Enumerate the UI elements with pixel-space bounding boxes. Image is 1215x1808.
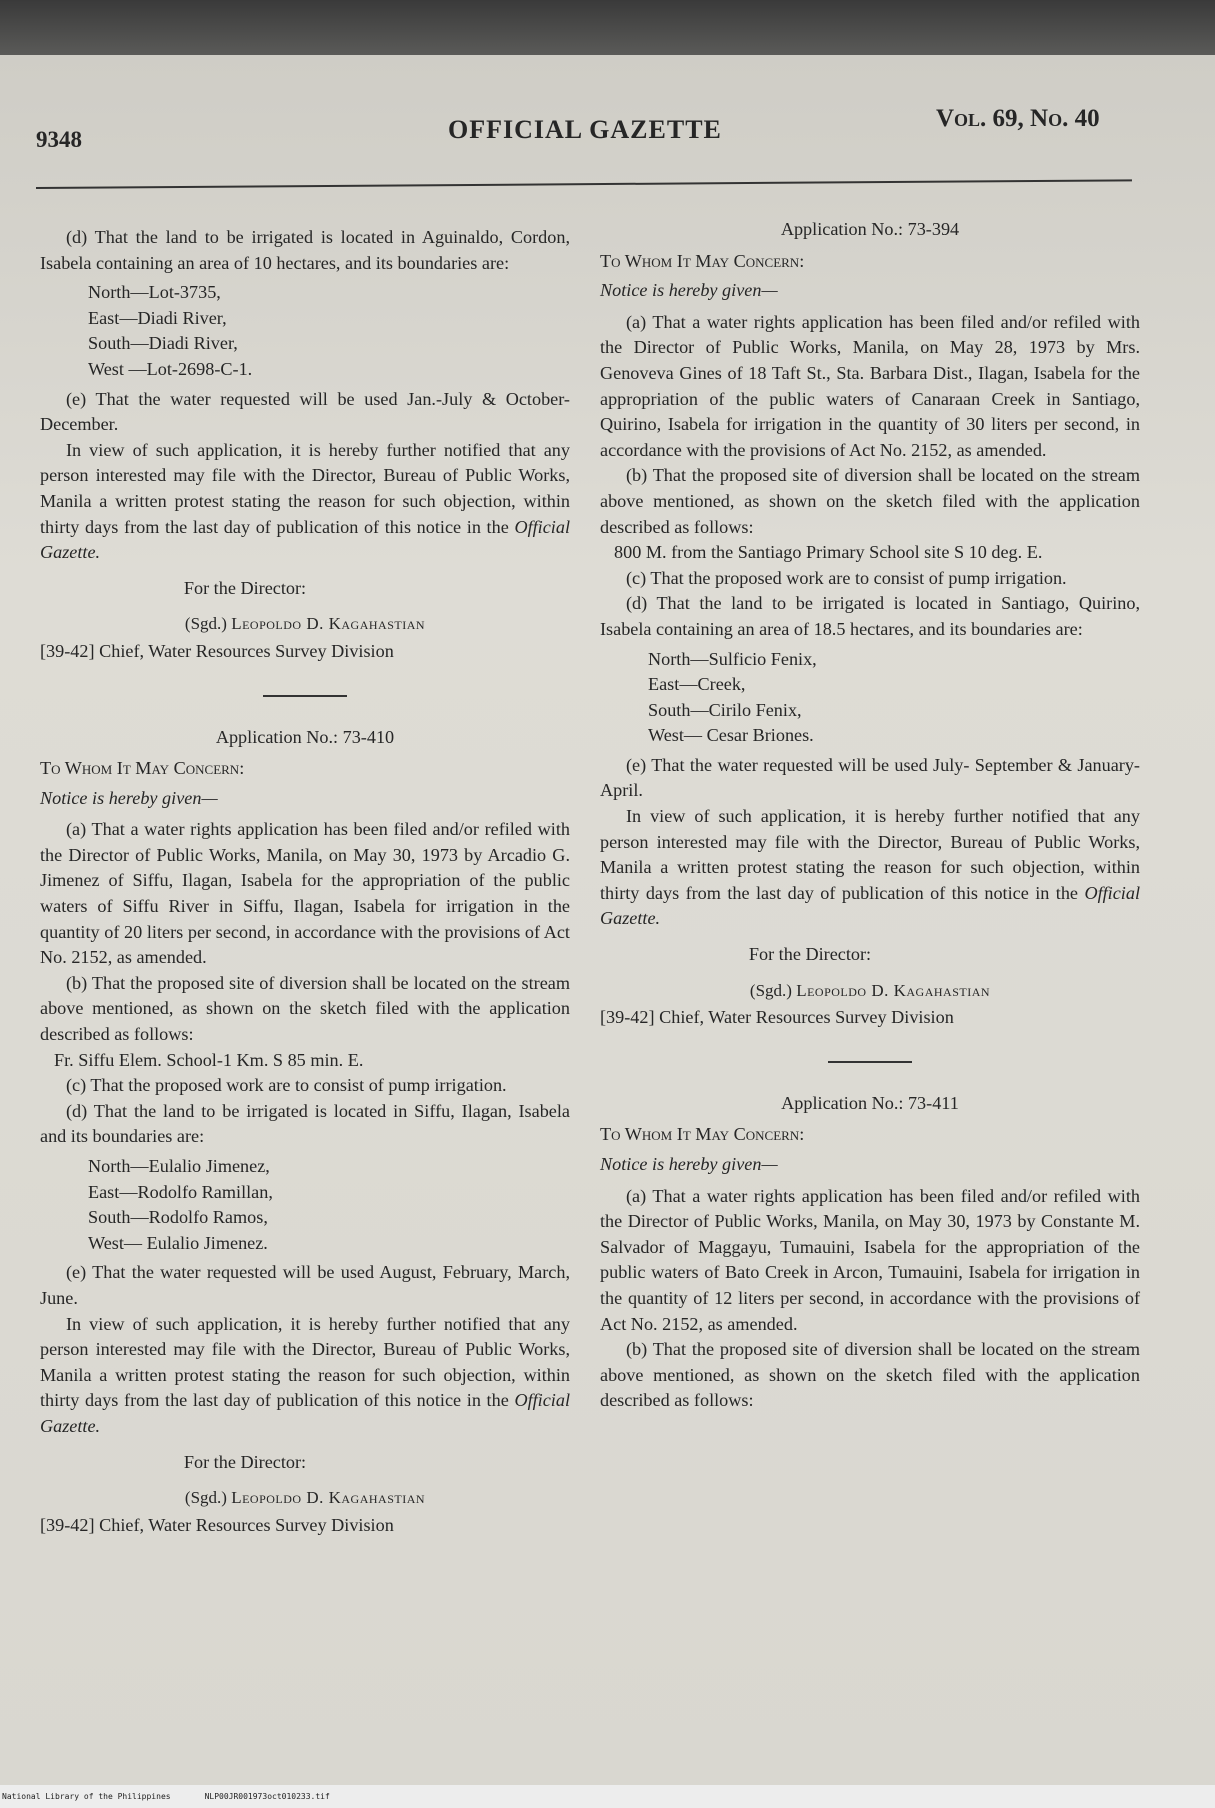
- paragraph-d: (d) That the land to be irrigated is located in Siffu, Ilagan, Isabela and its boundaries are:: [40, 1100, 570, 1147]
- boundaries-list: [648, 647, 1140, 749]
- sgd-label: (Sgd.): [749, 980, 792, 1000]
- paragraph-d: (d) That the land to be irrigated is located in Aguinaldo, Cordon, Isabela containing an area of 10 hectares, and its boundaries are:: [40, 227, 570, 273]
- for-director: For the Director:: [183, 577, 307, 598]
- left-column: [40, 225, 570, 1538]
- sgd-label: (Sgd.): [184, 1488, 227, 1508]
- gazette-name: Official Gazette.: [600, 882, 1141, 929]
- boundary-east: East—Diadi River,: [88, 307, 227, 328]
- boundary-west: West— Cesar Briones.: [648, 725, 814, 746]
- gazette-page: [0, 55, 1215, 1785]
- signature: [40, 611, 570, 637]
- to-whom-heading: To Whom It May Concern:: [600, 1124, 805, 1145]
- library-credit: National Library of the Philippines: [2, 1792, 171, 1801]
- boundary-north: North—Lot-3735,: [88, 282, 221, 303]
- gazette-name: Official Gazette.: [40, 1390, 571, 1436]
- signature: [600, 978, 1140, 1004]
- paragraph-e: (e) That the water requested will be used July- September & January- April.: [600, 754, 1140, 801]
- application-number: Application No.: 73-394: [780, 219, 960, 239]
- signatory-title: [39-42] Chief, Water Resources Survey Division: [600, 1007, 954, 1028]
- paragraph-b: (b) That the proposed site of diversion shall be located on the stream above mentioned, as shown on the sketch filed with the application described as follows:: [40, 972, 570, 1045]
- for-director: For the Director:: [748, 944, 872, 965]
- boundary-south: South—Rodolfo Ramos,: [88, 1207, 268, 1228]
- notice-heading: Notice is hereby given—: [600, 280, 778, 301]
- paragraph-a: (a) That a water rights application has been filed and/or refiled with the Director of Public Works, Manila, on May 28, 1973 by Mrs. Genoveva Gines of 18 Taft St., Sta. Barbara Dist., Ilagan, Isabela for the appropriation of the public waters of Canaraan Creek in Santiago, Quirino, Isabela for irrigation in the quantity of 30 liters per second, in accordance with the provisions of Act No. 2152, as amended.: [600, 311, 1140, 460]
- signatory-name: Leopoldo D. Kagahastian: [796, 980, 991, 1000]
- protest-text: In view of such application, it is hereby further notified that any person interested may file with the Director, Bureau of Public Works, Manila a written protest stating the reason for such objection, within thirty days from the last day of publication of this notice in the: [40, 1313, 570, 1411]
- signatory-title: [39-42] Chief, Water Resources Survey Division: [40, 1514, 394, 1535]
- protest-paragraph: [600, 804, 1140, 932]
- paragraph-a: (a) That a water rights application has been filed and/or refiled with the Director of Public Works, Manila, on May 30, 1973 by Constante M. Salvador of Maggayu, Tumauini, Isabela for the appropriation of the public waters of Bato Creek in Arcon, Tumauini, Isabela for irrigation in the quantity of 12 liters per second, in accordance with the provisions of Act No. 2152, as amended.: [600, 1185, 1140, 1334]
- signatory-name: Leopoldo D. Kagahastian: [231, 1488, 426, 1508]
- application-number: Application No.: 73-410: [215, 726, 395, 747]
- paragraph-b: (b) That the proposed site of diversion shall be located on the stream above mentioned, as shown on the sketch filed with the application described as follows:: [600, 465, 1140, 537]
- publication-title: OFFICIAL GAZETTE: [448, 115, 722, 144]
- paragraph-a: (a) That a water rights application has been filed and/or refiled with the Director of Public Works, Manila, on May 30, 1973 by Arcadio G. Jimenez of Siffu, Ilagan, Isabela for the appropriation of the public waters of Siffu River in Siffu, Ilagan, Isabela for irrigation in the quantity of 20 liters per second, in accordance with the provisions of Act No. 2152, as amended.: [40, 819, 570, 968]
- header-rule: [36, 179, 1132, 189]
- protest-text: In view of such application, it is hereby further notified that any person interested may file with the Director, Bureau of Public Works, Manila a written protest stating the reason for such objection, within thirty days from the last day of publication of this notice in the: [600, 806, 1140, 903]
- notice-heading: Notice is hereby given—: [600, 1154, 778, 1174]
- signature: [40, 1485, 570, 1511]
- gazette-name: Official Gazette.: [40, 516, 571, 563]
- page-number: 9348: [36, 127, 82, 152]
- boundary-south: South—Cirilo Fenix,: [648, 699, 802, 720]
- boundary-east: East—Creek,: [648, 674, 746, 695]
- paragraph-e: (e) That the water requested will be used Jan.-July & October-December.: [40, 388, 570, 435]
- to-whom-heading: To Whom It May Concern:: [40, 758, 245, 779]
- diversion-site: 800 M. from the Santiago Primary School site S 10 deg. E.: [614, 542, 1043, 563]
- boundary-south: South—Diadi River,: [88, 333, 238, 354]
- boundary-west: West— Eulalio Jimenez.: [88, 1232, 268, 1253]
- volume-number: Vol. 69, No. 40: [936, 105, 1100, 132]
- protest-paragraph: [40, 1312, 570, 1440]
- section-divider: [828, 1061, 912, 1063]
- notice-heading: Notice is hereby given—: [40, 787, 218, 808]
- boundary-east: East—Rodolfo Ramillan,: [88, 1181, 273, 1202]
- paragraph-d: (d) That the land to be irrigated is located in Santiago, Quirino, Isabela containing an area of 18.5 hectares, and its boundaries are:: [600, 593, 1140, 639]
- sgd-label: (Sgd.): [184, 614, 227, 634]
- paragraph-b: (b) That the proposed site of diversion shall be located on the stream above mentioned, as shown on the sketch filed with the application described as follows:: [600, 1339, 1140, 1411]
- paragraph-e: (e) That the water requested will be used August, February, March, June.: [40, 1262, 570, 1308]
- protest-text: In view of such application, it is hereby further notified that any person interested may file with the Director, Bureau of Public Works, Manila a written protest stating the reason for such objection, within thirty days from the last day of publication of this notice in the: [40, 439, 570, 537]
- right-column: [600, 217, 1140, 1414]
- signatory-name: Leopoldo D. Kagahastian: [231, 614, 426, 634]
- boundaries-list: [88, 1154, 570, 1256]
- boundary-north: North—Eulalio Jimenez,: [88, 1156, 270, 1176]
- paragraph-c: (c) That the proposed work are to consist of pump irrigation.: [66, 1075, 507, 1096]
- paragraph-c: (c) That the proposed work are to consist of pump irrigation.: [626, 567, 1067, 588]
- scan-top-edge: [0, 0, 1215, 55]
- boundary-north: North—Sulficio Fenix,: [648, 648, 817, 669]
- signatory-title: [39-42] Chief, Water Resources Survey Division: [40, 640, 394, 661]
- boundary-west: West —Lot-2698-C-1.: [88, 358, 253, 379]
- boundaries-list: [88, 280, 570, 382]
- scan-footer: [0, 1785, 1215, 1808]
- application-number: Application No.: 73-411: [781, 1092, 959, 1113]
- diversion-site: Fr. Siffu Elem. School-1 Km. S 85 min. E.: [54, 1049, 364, 1070]
- to-whom-heading: To Whom It May Concern:: [600, 250, 805, 271]
- protest-paragraph: [40, 438, 570, 566]
- section-divider: [263, 695, 347, 697]
- file-identifier: NLP00JR001973oct010233.tif: [204, 1792, 330, 1801]
- for-director: For the Director:: [183, 1451, 307, 1472]
